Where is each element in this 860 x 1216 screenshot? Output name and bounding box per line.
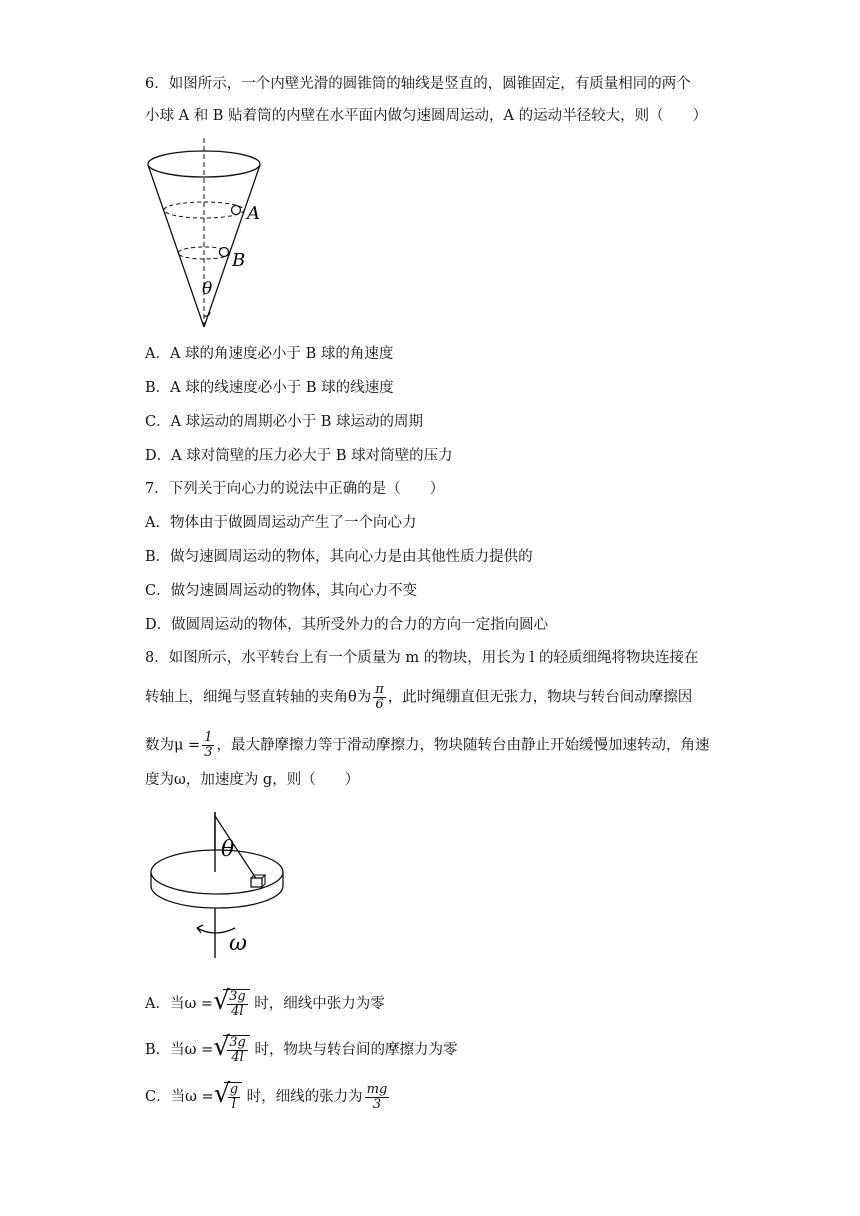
label-a: A bbox=[247, 203, 260, 224]
q7-option-b: B．做匀速圆周运动的物体，其向心力是由其他性质力提供的 bbox=[145, 549, 533, 565]
q8-stem3-text-b: ，最大静摩擦力等于滑动摩擦力，物块随转台由静止开始缓慢加速转动，角速 bbox=[216, 737, 710, 754]
q6-stem-line2: 小球 A 和 B 贴着筒的内壁在水平面内做匀速圆周运动，A 的运动半径较大，则（ ） bbox=[145, 108, 708, 124]
q7-option-c: C．做匀速圆周运动的物体，其向心力不变 bbox=[145, 583, 418, 599]
q8-turntable-figure bbox=[145, 810, 295, 960]
sqrt-3g-over-4l: √ $\frac{3g}{4l}$ bbox=[213, 989, 250, 1019]
label-omega: ω bbox=[229, 931, 247, 956]
q6-option-b: B．A 球的线速度必小于 B 球的线速度 bbox=[145, 380, 394, 396]
q6-cone-figure bbox=[140, 134, 270, 334]
q6-stem-line1: 6．如图所示，一个内壁光滑的圆锥筒的轴线是竖直的，圆锥固定，有质量相同的两个 bbox=[145, 76, 691, 92]
frac-num: 3g bbox=[229, 1035, 246, 1050]
q8-stem-line2 bbox=[145, 683, 692, 712]
frac-num: 3g bbox=[229, 989, 246, 1004]
frac-den: 4l bbox=[231, 1050, 244, 1065]
frac-num: g bbox=[229, 1082, 239, 1097]
q8-stem-line3 bbox=[145, 731, 709, 760]
frac-den: 4l bbox=[231, 1004, 244, 1019]
sqrt-g-over-l: √ $\frac{g}{l}$ bbox=[214, 1082, 242, 1112]
frac-num: π bbox=[375, 682, 384, 697]
mg-over-3-fraction bbox=[365, 1083, 390, 1112]
label-theta: θ bbox=[202, 279, 213, 299]
frac-den: l bbox=[231, 1097, 236, 1112]
frac-den: 6 bbox=[375, 697, 384, 712]
q8-option-a bbox=[145, 986, 385, 1019]
one-third-fraction bbox=[202, 731, 214, 760]
ball-b bbox=[220, 248, 229, 257]
q8-option-c bbox=[145, 1079, 391, 1112]
q7-stem: 7．下列关于向心力的说法中正确的是（ ） bbox=[145, 481, 445, 497]
q8-stem2-text-b: ，此时绳绷直但无张力，物块与转台间动摩擦因 bbox=[387, 689, 693, 706]
q8-stem3-text-a: 数为μ = bbox=[145, 737, 201, 754]
q6-option-c: C．A 球运动的周期必小于 B 球运动的周期 bbox=[145, 414, 424, 430]
q8-stem-line1: 8．如图所示，水平转台上有一个质量为 m 的物块，用长为 l 的轻质细绳将物块连接在 bbox=[145, 650, 699, 666]
opt-suffix: 时，细线中张力为零 bbox=[254, 996, 385, 1012]
opt-suffix: 时，物块与转台间的摩擦力为零 bbox=[254, 1042, 458, 1058]
q7-option-a: A．物体由于做圆周运动产生了一个向心力 bbox=[145, 515, 417, 531]
opt-prefix: B．当ω = bbox=[145, 1042, 214, 1058]
pi-over-6-fraction bbox=[373, 683, 386, 712]
sqrt-3g-over-4l: √ $\frac{3g}{4l}$ bbox=[213, 1035, 250, 1065]
frac-num: 1 bbox=[204, 730, 213, 745]
frac-den: 3 bbox=[204, 745, 213, 760]
q6-option-d: D．A 球对筒壁的压力必大于 B 球对筒壁的压力 bbox=[145, 448, 453, 464]
opt-prefix: C．当ω = bbox=[145, 1089, 214, 1105]
opt-prefix: A．当ω = bbox=[145, 996, 214, 1012]
q6-option-a: A．A 球的角速度必小于 B 球的角速度 bbox=[145, 346, 394, 362]
frac-num: mg bbox=[366, 1081, 388, 1097]
q7-option-d: D．做圆周运动的物体，其所受外力的合力的方向一定指向圆心 bbox=[145, 617, 549, 633]
frac-den: 3 bbox=[372, 1096, 382, 1112]
label-theta: θ bbox=[221, 837, 235, 862]
q8-option-b bbox=[145, 1032, 458, 1065]
opt-suffix: 时，细线的张力为 bbox=[246, 1089, 363, 1105]
q8-stem2-text-a: 转轴上，细绳与竖直转轴的夹角θ为 bbox=[145, 689, 372, 706]
q8-stem-line4: 度为ω，加速度为 g，则（ ） bbox=[145, 772, 360, 788]
ball-a bbox=[232, 206, 241, 215]
label-b: B bbox=[232, 250, 246, 271]
